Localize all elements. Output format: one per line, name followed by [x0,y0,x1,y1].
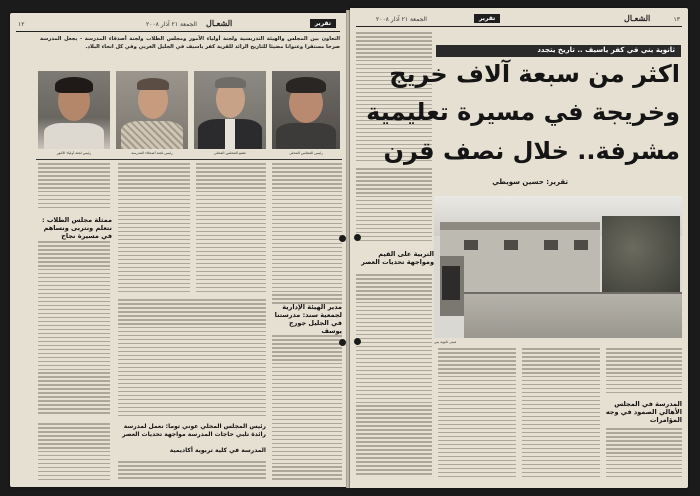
portrait-photo-3 [194,71,266,149]
portrait-photo-1 [38,71,110,149]
left-page-section: تقرير [310,19,336,28]
binder-hole-left-1 [339,235,346,242]
left-column-4b [38,241,110,419]
binder-hole-right-2 [354,338,361,345]
right-column-e [606,348,682,396]
right-column-a [356,168,432,246]
right-page-logo: الشعـال [624,13,651,23]
right-column-d [522,348,600,480]
left-page [10,13,346,487]
headline-line-2: وخريجة في مسيرة تعليمية [366,98,680,126]
left-page-logo: الشعـال [206,18,233,28]
binder-hole-right-1 [354,234,361,241]
right-page-header [356,12,682,27]
byline: تقرير: حسين سويطي [492,178,568,186]
headline-line-1: اكثر من سبعة آلاف خريج [389,60,680,88]
portrait-photo-4 [272,71,340,149]
right-page-section: تقرير [474,14,500,23]
right-page-date: الجمعة ٢١ آذار ٢٠٠٨ [376,16,427,23]
right-subhead-2: المدرسة في المجلس الأهالي الصمود في وجه المؤامرات [605,400,682,424]
binder-hole-left-2 [339,339,346,346]
right-subhead-1: التربية على القيم ومواجهة تحديات العصر [361,250,434,266]
right-page [350,8,688,488]
left-subhead-3: رئيس المجلس المحلي عوني توما: نعمل لمدرسة رائدة تلبي حاجات المدرسة مواجهة تحديات العصر [122,423,266,438]
left-column-2 [196,163,266,295]
right-column-f [606,428,682,480]
left-page-number: ١٢ [18,21,25,28]
left-wide-column [118,299,266,419]
left-bottom-lines [118,461,266,483]
left-subhead-4: المدرسة في كلية تربوية أكاديمية [169,447,266,454]
left-column-4a [38,163,110,213]
kicker: ثانوية يني في كفر ياسيف .. تاريخ يتجدد [537,46,675,54]
headline-line-3: مشرفة.. خلال نصف قرن [383,137,680,165]
left-column-3 [118,163,190,295]
left-subhead-1: ممثلة مجلس الطلاب : نتعلم ونتربى ونساهم في مسيرة نجاح [41,216,112,240]
photo-caption-2: رئيس لجنة أصدقاء المدرسة [131,151,173,155]
left-page-date: الجمعة ٢١ آذار ٢٠٠٨ [146,21,197,28]
left-column-4c [38,423,110,483]
right-page-number: ١٣ [673,16,680,23]
photo-caption: مبنى ثانوية يني [434,340,457,344]
photo-caption-4: رئيس المجلس المحلي [289,151,323,155]
left-subhead-2: مدير الهيئة الإدارية لجمعية سند: مدرستنا في الجليل جورج يوسف [274,303,342,335]
left-column-1 [272,163,342,308]
left-column-1b [272,335,342,483]
school-building-photo [434,196,682,338]
portrait-photo-2 [116,71,188,149]
left-page-header [16,17,340,32]
right-column-b [356,274,432,480]
photo-caption-1: رئيس لجنة أولياء الأمور [56,151,92,155]
left-intro: التعاون بين المجلس والهيئة التدريسية ولجنة أولياء الأمور ومجلس الطلاب ولجنة أصدقاء المدرسة - يجعل المدرسة صرحا مستقرا وعنوانا مضيئا للتاريخ الرائد للقرية كفر ياسيف في الجليل الغربي وفي كل انحاء البلاد. [40,36,340,50]
right-column-c [438,348,516,480]
left-divider [36,159,342,160]
kicker-bar [436,45,681,57]
photo-caption-3: عضو المجلس المحلي [213,151,247,155]
